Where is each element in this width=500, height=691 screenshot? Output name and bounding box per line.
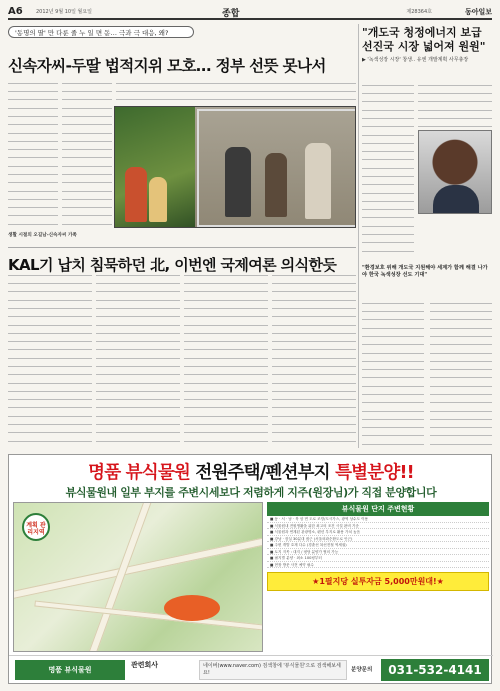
body-text-column	[362, 298, 424, 448]
page-number: A6	[8, 6, 23, 17]
body-text-column	[8, 78, 58, 228]
column-divider	[358, 24, 359, 448]
site-info-panel	[267, 502, 489, 642]
story2-headline: KAL기 납치 침묵하던 北, 이번엔 국제여론 의식한듯	[8, 247, 356, 275]
section-title: 종합	[222, 9, 240, 19]
info-row: ■ 필지별 분양 · 최소 100평부터	[267, 555, 489, 562]
info-row: ■ 토지 지목 : 대지 / 평당 분양가 협의 가능	[267, 549, 489, 556]
issue-number: 제28364호	[406, 9, 432, 15]
interview-quote: "개도국 청정에너지 보급 선진국 시장 넓어져 원원"	[362, 26, 486, 53]
body-text-column	[116, 78, 356, 104]
photo-caption: 생활 시절의 오길남-신숙자씨 가족	[8, 233, 77, 238]
sidebar-interview	[362, 26, 492, 63]
paper-name: 동아일보	[464, 8, 492, 16]
body-text-column	[430, 298, 492, 448]
ad-title-product: 전원주택/펜션부지	[195, 463, 330, 483]
ad-company-label: 관련회사	[131, 661, 159, 669]
body-text-column	[272, 270, 356, 448]
ad-subtitle: 뷰식물원내 일부 부지를 주변시세보다 저렴하게 지주(원장님)가 직접 분양합니다	[65, 486, 437, 499]
body-text-column	[184, 270, 268, 448]
zoning-badge: 계획 관리지역	[22, 513, 50, 541]
site-location-marker	[164, 595, 220, 621]
info-row: ■ 주변 개발 호재 다수 (경춘선 복선전철 역세권)	[267, 542, 489, 549]
body-text-column	[96, 270, 180, 448]
ad-title	[9, 459, 493, 484]
info-header: 뷰식물원 단지 주변현황	[267, 502, 489, 516]
ad-footer	[9, 655, 493, 683]
issue-date: 2012년 9월 10일 월요일	[36, 9, 93, 15]
body-text-column	[8, 270, 92, 448]
interviewee-portrait	[418, 130, 492, 214]
site-map	[13, 502, 263, 652]
info-row: ■ 식물원과 연계된 관광명소, 펜션 부지로 활용 가치 높음	[267, 529, 489, 536]
phone-number: 031-532-4141	[381, 659, 489, 681]
family-photo	[114, 106, 356, 228]
info-row: ■ 현장 방문 사전 예약 필수	[267, 562, 489, 569]
price-highlight: ★1필지당 실투자금 5,000만원대!★	[267, 572, 489, 591]
info-row: ■ 동 · 서 · 남 · 북 삼 면 도로 조망/도시가스, 광역 상수도 이용	[267, 516, 489, 523]
info-row: ■ 강남 · 잠실 30분대 접근 (서울외곽순환도로 인근)	[267, 536, 489, 543]
page-header	[8, 6, 492, 20]
advertisement	[8, 454, 492, 684]
story-headline: 신속자씨-두딸 법적지위 모호… 정부 선뜻 못나서	[8, 57, 326, 75]
body-text-column	[362, 80, 414, 260]
info-row: ■ 식물원내 전원생활을 위한 최고의 조건 시설 완비 기준	[267, 523, 489, 530]
sidebar-subhead: "환경보호 위해 개도국 지원해야 세계가 함께 해결 나가야 한국 녹색성장 선도 기대"	[362, 265, 488, 278]
ad-title-offer: 특별분양!!	[335, 463, 414, 483]
ad-logo: 명품 뷰식물원	[15, 660, 125, 680]
ad-title-brand: 명품 뷰식물원	[88, 463, 191, 483]
ad-web-search: 네이버(www.naver.com) 검색창에 '뷰식물원'으로 검색해보세요!	[199, 660, 347, 680]
story-kicker: '동명의 딸' 만 다룬 줄 누 일 면 돋… 극과 극 대응, 왜?	[8, 26, 194, 38]
body-text-column	[418, 80, 492, 128]
body-text-column	[62, 78, 112, 228]
interview-subtitle: ▶ '녹색성장 시장' 창생.. 유엔 개발계획 사무총장	[362, 57, 469, 63]
phone-label: 분양문의	[351, 667, 373, 673]
